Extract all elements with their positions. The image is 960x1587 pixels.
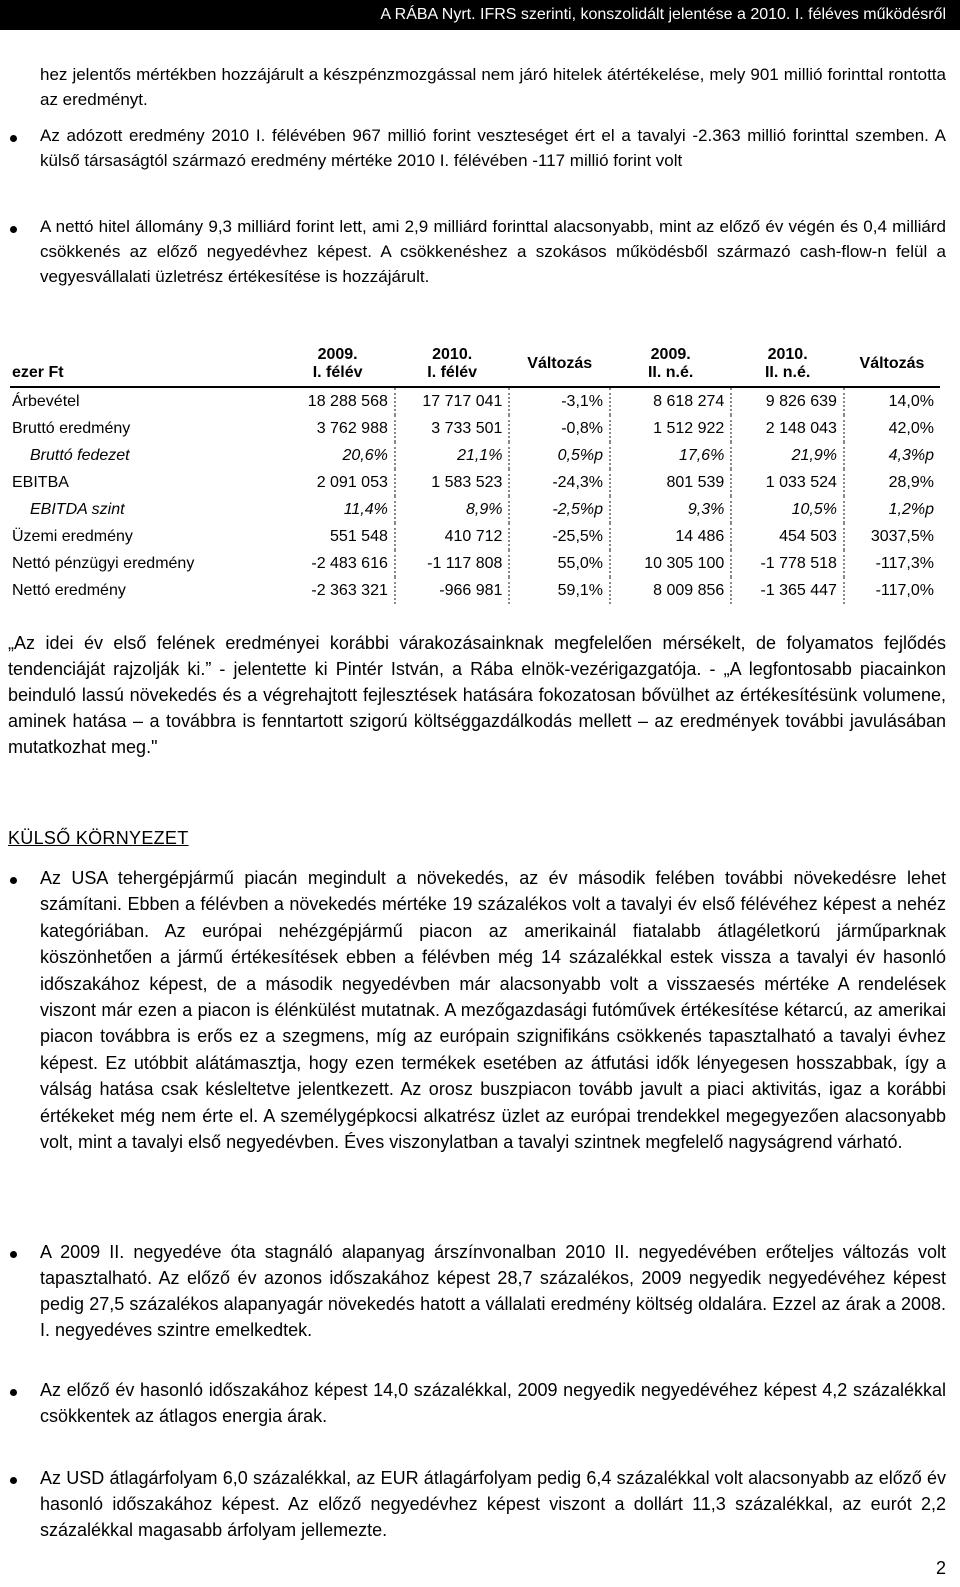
table-cell: -2 483 616 <box>280 550 395 577</box>
row-label: Bruttó fedezet <box>30 446 130 464</box>
table-cell: -25,5% <box>509 523 610 550</box>
ceo-quote: „Az idei év első felének eredményei korábbi várakozásainknak megfelelően mérsékelt, de folyamatos fejlődés tendenciáját rajzolják ki.” - jelentette ki Pintér István, a Rába elnök-vezérigazgatója. - „A legfontosabb piacainkon beinduló lassú növekedés és a végrehajtott fejlesztések hatására fokozatosan bővülhet az értékesítésünk volumene, aminek hatása – a továbbra is fenntartott szigorú költséggazdálkodás mellett – az eredmények további javulásában mutatkozhat meg." <box>8 633 946 757</box>
page-number: 2 <box>935 1558 946 1578</box>
table-cell: 14,0% <box>888 392 934 410</box>
table-row <box>10 523 940 550</box>
table-cell: 59,1% <box>509 577 610 604</box>
table-cell: 2 091 053 <box>280 469 395 496</box>
table-cell: 410 712 <box>395 523 510 550</box>
row-label: Bruttó eredmény <box>12 419 131 437</box>
table-cell: 10 305 100 <box>610 550 731 577</box>
bullet-dot <box>10 135 17 142</box>
table-cell: 11,4% <box>280 496 395 523</box>
table-cell: -966 981 <box>395 577 510 604</box>
table-cell: -1 365 447 <box>731 577 844 604</box>
table-cell: -2 363 321 <box>280 577 395 604</box>
row-label: Üzemi eredmény <box>12 527 133 545</box>
bullet-dot <box>10 226 17 233</box>
table-body <box>10 387 940 604</box>
row-label: EBITDA szint <box>30 500 125 518</box>
table-cell: 3037,5% <box>870 527 934 545</box>
col-subheader: II. n.é. <box>731 364 844 387</box>
table-cell: 0,5%p <box>509 442 610 469</box>
table-row <box>10 387 940 415</box>
table-cell: -117,0% <box>875 581 934 599</box>
table-cell: -1 117 808 <box>395 550 510 577</box>
bullet-dot <box>10 1389 17 1396</box>
table-cell: -3,1% <box>509 387 610 415</box>
bullet-net-result: Az adózott eredmény 2010 I. félévében 967 millió forint veszteséget ért el a tavalyi -2.363 millió forinttal szemben. A külső társaságtól származó eredmény mértéke 2010 I. félévében -117 millió forint volt <box>40 126 946 170</box>
table-cell: 21,9% <box>731 442 844 469</box>
bullet-energy: Az előző év hasonló időszakához képest 14,0 százalékkal, 2009 negyedik negyedévéhez képest 4,2 százalékkal csökkentek az átlagos energia árak. <box>40 1380 946 1426</box>
bullet-net-debt: A nettó hitel állomány 9,3 milliárd forint lett, ami 2,9 milliárd forinttal alacsonyabb, mint az előző év végén és 0,4 milliárd csökkenés az előző negyedévhez képest. A csökkenéshez a szokásos működésből származó cash-flow-n felül a vegyesvállalati üzletrész értékesítése is hozzájárult. <box>40 217 946 286</box>
table-row <box>10 577 940 604</box>
table-row <box>10 550 940 577</box>
table-cell: 1,2%p <box>888 500 934 518</box>
table-cell: 9 826 639 <box>731 387 844 415</box>
table-cell: 10,5% <box>731 496 844 523</box>
table-row <box>10 496 940 523</box>
table-cell: 55,0% <box>509 550 610 577</box>
table-row <box>10 442 940 469</box>
col-subheader: II. n.é. <box>610 364 731 387</box>
table-cell: 3 733 501 <box>395 415 510 442</box>
bullet-dot <box>10 877 17 884</box>
bullet-truck-market: Az USA tehergépjármű piacán megindult a növekedés, az év második felében további növekedésre lehet számítani. Ebben a félévben a növekedés mértéke 19 százalékos volt a tavalyi év első félévéhez képest a nehéz kategóriában. Az európai nehézgépjármű piacon az amerikainál fiatalabb átlagéletkorú járműparknak köszönhetően a jármű értékesítések ebben a félévben még 14 százalékkal estek vissza a tavalyi év hasonló időszakához képest, de a második negyedévben már alacsonyabb volt a visszaesés mértéke A rendelések viszont már ezen a piacon is élénkülést mutatnak. A mezőgazdasági futóművek értékesítése kétarcú, az amerikai piacon továbbra is erős ez a szegmens, míg az európain szignifikáns csökkenés tapasztalható a tavalyi évhez képest. Ez utóbbit alátámasztja, hogy ezen termékek esetében az átfutási idők lényegesen hosszabbak, így a válság hatása csak késleltetve jelentkezett. Az orosz buszpiacon tovább javult a piaci aktivitás, igaz a korábbi értékeket még nem érte el. A személygépkocsi alkatrész üzlet az európai trendekkel megegyezően alacsonyabb volt, mint a tavalyi első negyedévben. Éves viszonylatban a tavalyi szintnek megfelelő nagyságrend várható. <box>40 868 946 1153</box>
col-header: 2010. <box>767 346 808 363</box>
table-cell: 1 033 524 <box>731 469 844 496</box>
table-cell: 21,1% <box>395 442 510 469</box>
table-cell: 551 548 <box>280 523 395 550</box>
col-header: 2010. <box>432 346 473 363</box>
table-cell: 17,6% <box>610 442 731 469</box>
table-cell: 1 512 922 <box>610 415 731 442</box>
table-cell: 9,3% <box>610 496 731 523</box>
table-cell: 2 148 043 <box>731 415 844 442</box>
bullet-raw-material: A 2009 II. negyedéve óta stagnáló alapanyag árszínvonalban 2010 II. negyedévében erőteljes változás volt tapasztalható. Az előző év azonos időszakához képest 28,7 százalékos, 2009 negyedik negyedévéhez képest pedig 27,5 százalékos alapanyagár növekedés hatott a vállalati eredmény költség oldalára. Ezzel az árak a 2008. I. negyedéves szintre emelkedtek. <box>40 1242 946 1340</box>
col-header-change: Változás <box>844 342 940 387</box>
section-heading: KÜLSŐ KÖRNYEZET <box>8 828 189 848</box>
table-cell: 42,0% <box>888 419 934 437</box>
table-cell: 801 539 <box>610 469 731 496</box>
table-cell: 3 762 988 <box>280 415 395 442</box>
table-cell: 4,3%p <box>888 446 934 464</box>
table-row <box>10 469 940 496</box>
row-label: EBITBA <box>12 473 69 491</box>
table-cell: 8 009 856 <box>610 577 731 604</box>
table-cell: 8 618 274 <box>610 387 731 415</box>
table-cell: -24,3% <box>509 469 610 496</box>
col-header: 2009. <box>317 346 358 363</box>
bullet-dot <box>10 1251 17 1258</box>
table-cell: 20,6% <box>280 442 395 469</box>
header-title: A RÁBA Nyrt. IFRS szerinti, konszolidált jelentése a 2010. I. féléves működésről <box>380 6 946 23</box>
col-subheader: I. félév <box>395 364 510 387</box>
unit-label: ezer Ft <box>10 364 280 387</box>
table-cell: -2,5%p <box>509 496 610 523</box>
table-cell: 17 717 041 <box>395 387 510 415</box>
table-row <box>10 415 940 442</box>
table-cell: -0,8% <box>509 415 610 442</box>
table-cell: 1 583 523 <box>395 469 510 496</box>
document-header <box>0 0 960 30</box>
row-label: Árbevétel <box>12 392 80 410</box>
bullet-fx: Az USD átlagárfolyam 6,0 százalékkal, az EUR átlagárfolyam pedig 6,4 százalékkal volt alacsonyabb az előző év hasonló időszakához képest. Az előző negyedévhez képest viszont a dollárt 11,3 százalékkal, az eurót 2,2 százalékkal magasabb árfolyam jellemezte. <box>40 1468 946 1540</box>
table-cell: 14 486 <box>610 523 731 550</box>
financial-table <box>10 342 940 604</box>
table-cell: -117,3% <box>875 554 934 572</box>
table-cell: 454 503 <box>731 523 844 550</box>
row-label: Nettó eredmény <box>12 581 126 599</box>
table-cell: -1 778 518 <box>731 550 844 577</box>
table-cell: 28,9% <box>888 473 934 491</box>
table-header-row <box>10 342 940 364</box>
table-cell: 8,9% <box>395 496 510 523</box>
row-label: Nettó pénzügyi eredmény <box>12 554 195 572</box>
col-header: 2009. <box>650 346 691 363</box>
table-header-row <box>10 364 940 387</box>
bullet-dot <box>10 1477 17 1484</box>
col-header-change: Változás <box>509 342 610 387</box>
intro-continuation: hez jelentős mértékben hozzájárult a készpénzmozgással nem járó hitelek átértékelése, mely 901 millió forinttal rontotta az eredményt. <box>40 65 946 109</box>
col-subheader: I. félév <box>280 364 395 387</box>
table-cell: 18 288 568 <box>280 387 395 415</box>
